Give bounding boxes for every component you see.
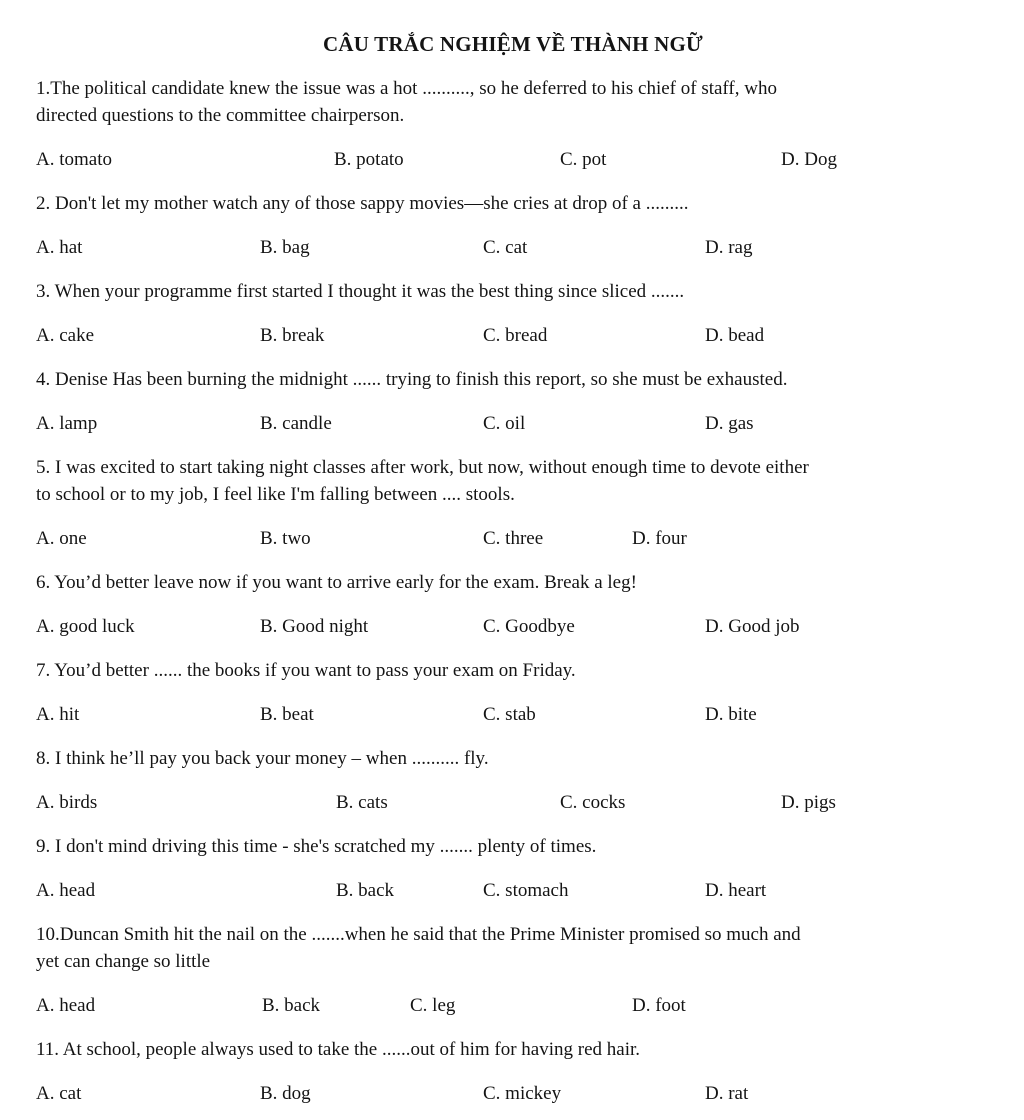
question-line: 11. At school, people always used to take the ......out of him for having red hair. <box>36 1039 641 1060</box>
options-row <box>36 1080 990 1107</box>
options-row <box>36 789 990 816</box>
question-line: 6. You’d better leave now if you want to arrive early for the exam. Break a leg! <box>36 572 637 593</box>
answer-option: C. leg <box>410 995 456 1016</box>
answer-option: C. Goodbye <box>483 616 575 637</box>
answer-option: A. head <box>36 995 96 1016</box>
answer-option: A. cat <box>36 1083 82 1104</box>
answer-option: D. rag <box>705 237 753 258</box>
answer-option: A. hat <box>36 237 83 258</box>
options-row <box>36 877 990 904</box>
question-text <box>36 745 990 772</box>
question-line: 3. When your programme first started I thought it was the best thing since sliced ....... <box>36 281 685 302</box>
answer-option: D. Dog <box>781 149 837 170</box>
answer-option: D. bite <box>705 704 757 725</box>
answer-option: C. cat <box>483 237 528 258</box>
answer-option: D. bead <box>705 325 765 346</box>
question-list <box>36 75 990 1107</box>
answer-option: B. dog <box>260 1083 311 1104</box>
question-line: 7. You’d better ...... the books if you want to pass your exam on Friday. <box>36 660 576 681</box>
options-row <box>36 613 990 640</box>
question-line: 5. I was excited to start taking night classes after work, but now, without enough time to devote either <box>36 457 809 478</box>
options-row <box>36 146 990 173</box>
answer-option: B. two <box>260 528 311 549</box>
question-line: 10.Duncan Smith hit the nail on the .......when he said that the Prime Minister promised so much and <box>36 924 801 945</box>
answer-option: C. cocks <box>560 792 626 813</box>
answer-option: B. cats <box>336 792 388 813</box>
answer-option: A. cake <box>36 325 95 346</box>
question-text <box>36 1036 990 1063</box>
answer-option: D. Good job <box>705 616 800 637</box>
question-block <box>36 366 990 437</box>
question-text <box>36 921 990 975</box>
answer-option: D. pigs <box>781 792 836 813</box>
answer-option: A. birds <box>36 792 98 813</box>
question-line: yet can change so little <box>36 951 211 972</box>
question-text <box>36 366 990 393</box>
question-line: 9. I don't mind driving this time - she's scratched my ....... plenty of times. <box>36 836 597 857</box>
answer-option: C. three <box>483 528 544 549</box>
answer-option: B. break <box>260 325 325 346</box>
question-block <box>36 75 990 173</box>
question-block <box>36 921 990 1019</box>
question-line: 1.The political candidate knew the issue was a hot .........., so he deferred to his chief of staff, who <box>36 78 777 99</box>
options-row <box>36 992 990 1019</box>
question-text <box>36 569 990 596</box>
options-row <box>36 525 990 552</box>
question-line: 4. Denise Has been burning the midnight ...... trying to finish this report, so she must be exhausted. <box>36 369 788 390</box>
question-block <box>36 569 990 640</box>
options-row <box>36 234 990 261</box>
answer-option: C. pot <box>560 149 607 170</box>
question-text <box>36 454 990 508</box>
answer-option: A. head <box>36 880 96 901</box>
answer-option: C. stomach <box>483 880 569 901</box>
answer-option: B. potato <box>334 149 404 170</box>
answer-option: D. four <box>632 528 687 549</box>
question-text <box>36 657 990 684</box>
question-block <box>36 190 990 261</box>
question-text <box>36 75 990 129</box>
answer-option: D. foot <box>632 995 686 1016</box>
answer-option: A. tomato <box>36 149 112 170</box>
question-block <box>36 454 990 552</box>
answer-option: C. stab <box>483 704 536 725</box>
question-block <box>36 745 990 816</box>
answer-option: B. candle <box>260 413 332 434</box>
answer-option: B. Good night <box>260 616 369 637</box>
answer-option: B. bag <box>260 237 310 258</box>
question-line: 2. Don't let my mother watch any of those sappy movies—she cries at drop of a ......... <box>36 193 689 214</box>
answer-option: A. lamp <box>36 413 98 434</box>
question-text <box>36 190 990 217</box>
answer-option: D. rat <box>705 1083 749 1104</box>
answer-option: D. heart <box>705 880 767 901</box>
answer-option: D. gas <box>705 413 754 434</box>
question-block <box>36 1036 990 1107</box>
answer-option: C. bread <box>483 325 548 346</box>
question-line: 8. I think he’ll pay you back your money – when .......... fly. <box>36 748 489 769</box>
document-title: CÂU TRẮC NGHIỆM VỀ THÀNH NGỮ <box>323 32 703 56</box>
options-row <box>36 322 990 349</box>
answer-option: A. one <box>36 528 87 549</box>
question-block <box>36 833 990 904</box>
answer-option: B. beat <box>260 704 314 725</box>
question-line: to school or to my job, I feel like I'm falling between .... stools. <box>36 484 515 505</box>
answer-option: A. hit <box>36 704 80 725</box>
answer-option: C. oil <box>483 413 526 434</box>
answer-option: B. back <box>336 880 395 901</box>
question-text <box>36 278 990 305</box>
question-line: directed questions to the committee chairperson. <box>36 105 405 126</box>
answer-option: B. back <box>262 995 321 1016</box>
question-block <box>36 657 990 728</box>
answer-option: A. good luck <box>36 616 135 637</box>
options-row <box>36 701 990 728</box>
answer-option: C. mickey <box>483 1083 562 1104</box>
options-row <box>36 410 990 437</box>
question-block <box>36 278 990 349</box>
question-text <box>36 833 990 860</box>
